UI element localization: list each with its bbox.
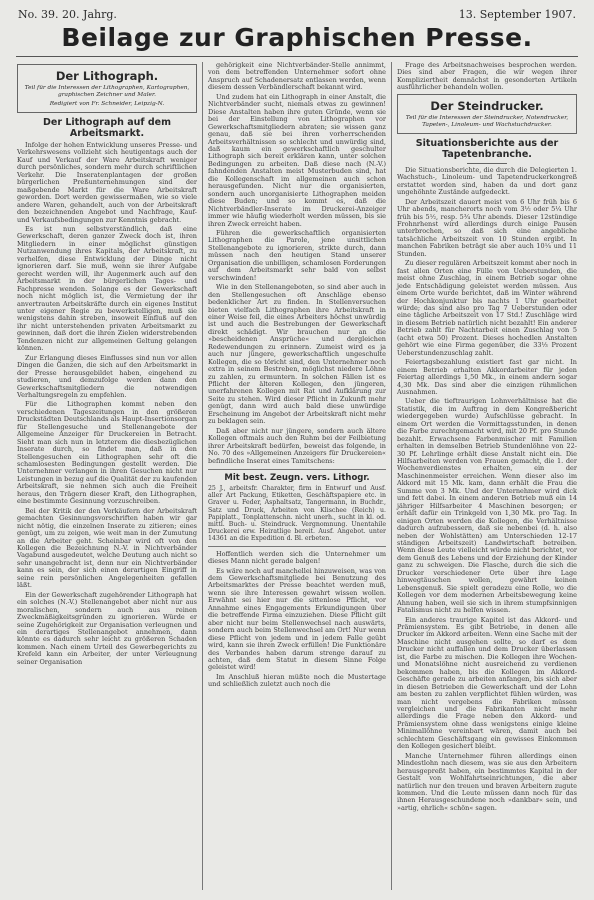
paragraph: gehörigkeit eine Nichtverbänder-Stelle annimmt, von dem betreffenden Unternehmer sofort ohne Anspruch auf Schadenersatz entlassen werden, wenn diesem dessen Verbändlerschaft bekannt wird. xyxy=(208,62,386,92)
ad-title: Mit best. Zeugn. vers. Lithogr. xyxy=(224,473,370,484)
newspaper-page xyxy=(12,8,582,892)
paragraph: Es wäre noch auf manchellei hinzuweisen, was von dem Gewerkschaftsmitgliede bei Benutzung des Arbeitsmarktes der Presse beachtet werden muß, wenn sie ihre Interessen gewahrt wissen wollen. Erwähnt sei hier nur die sittenlose Pflicht, vor Annahme eines Engagements Erkundigungen über die betreffende Firma einzuziehen. Diese Pflicht gilt aber nicht nur beim Stellenwechsel nach auswärts, sondern auch beim Stellenwechsel am Ort! Nur wenn diese Pflicht von jedem und in jedem Falle geübt wird, kann sie ihren Zweck erfüllen! Die Funktionäre des Verbandes haben darum strenge darauf zu achten, daß dem Statut in diesem Sinne Folge geleistet wird! xyxy=(208,566,386,672)
section-title: Der Steindrucker. xyxy=(430,98,544,113)
issue-line xyxy=(12,8,582,22)
header-rule xyxy=(16,56,578,57)
columns xyxy=(12,62,582,890)
paragraph: Für die Lithographen kommt neben den verschiedenen Tageszeitungen in den größeren Druckstädten Deutschlands als Haupt-Insertionsorgan für Stellengesuche und Stellenangebote der Allgemeine Anzeiger für Druckereien in Betracht. Sieht man sich nun in letzterem die diesbezüglichen Inserate durch, so findet man, daß in den Stellengesuchen ein Lithographen sehr oft die schamlosesten Bedingungen gestellt werden. Die Unternehmer verlangen in ihren Gesuchen nicht nur Leistungen in bezug auf die Qualität der zu kaufenden Arbeitskraft, sie nehmen sich auch die Freiheit heraus, den Trägern dieser Kraft, den Lithographen, eine bestimmte Gesinnung vorzuschreiben. xyxy=(17,400,197,506)
paragraph: Im Anschluß hieran müßte noch die Mustertage und schließlich zuletzt auch noch die xyxy=(208,672,386,689)
issue-date: 13. September 1907. xyxy=(458,8,576,21)
ad-text: 25 J., arbeitsfr. Charakter, firm in Entwurf und Ausf. aller Art Packung, Etiketten, Geschäftspapiere etc. in Graver u. Feder, Asphaltsatz, Tangermann, in Buchdr., Satz und Druck, Arbeiten von Klischee (Reich) u. Papiplatt., Tonplattenschn. nicht unerh., sucht in kl. od. mittl. Buch- u. Steindruck. Vergnomnung. Unentahile Druckerei erw. Heiratlige bereit. Ausf. Angebot. unter 14361 an die Expedition d. Bl. erbeten. xyxy=(208,485,386,543)
article-title: Der Lithograph auf dem Arbeitsmarkt. xyxy=(43,117,171,139)
paragraph: Wie in den Stellenangeboten, so sind aber auch in den Stellengesuchen oft Anschläge ebenso bedenklicher Art zu finden. In Stellenversuchen bieten vielfach Lithographen ihre Arbeitskraft in einer Weise feil, die eines Arbeiters höchst unwürdig ist und auch die Bestrebungen der Gewerkschaft direkt schädigt. Wir brauchen nur an die »bescheidenen Ansprüche« und dergleichen Redewendungen zu erinnern. Zumeist wird es ja auch nur jüngere, gewerkschaftlich ungeschulte Kollegen, die so töricht sind, den Unternehmer noch extra in seinem Bestreben, möglichst niedere Löhne zu zahlen, zu ermuntern. In solchen Fällen ist es Pflicht der älteren Kollegen, den jüngeren, unerfahrenen Kollegen mit Rat und Aufklärung zur Seite zu stehen. Wird dieser Pflicht in Zukunft mehr genügt, dann wird auch bald diese unwürdige Erscheinung im Angebot der Arbeitskraft nicht mehr zu beklagen sein. xyxy=(208,283,386,426)
article-title: Situationsberichte aus der Tapetenbranche. xyxy=(415,137,559,160)
paragraph: Manche Unternehmer führen allerdings einen Mindestlohn nach diesem, was sie aus den Arbeitern herausgepreßt haben, ein bestimmtes Kapital in der Gestalt von Wohlfahrtseinrichtungen, die aber natürlich nur den treuen und braven Arbeitern zugute kommen. Und die Leute müssen dann noch für das ihnen Herausgeschundene noch »dankbar« sein, und »artig, ehrlich« schön« sagen. xyxy=(397,751,577,812)
paragraph: Zu dieser regulären Arbeitszeit kommt aber noch in fast allen Orten eine Fülle von Ueberstunden, die meist ohne Zuschlag, in einem Betrieb sogar ohne jede Entschädigung geleistet werden müssen. Aus einem Orte wurde berichtet, daß im Winter während der Hochkonjunktur bis nachts 1 Uhr gearbeitet würde; das sind also pro Tag 7 Ueberstunden oder eine tägliche Arbeitszeit von 17 Std.! Zuschläge wird in diesem Betrieb natürlich nicht bezahlt! Ein anderer Betrieb zahlt für Nachtarbeit einen Zuschlag von 5 (acht etwa 50) Prozent. Dieses hochedlen Anstalten gehört wie eine Firma gegenüber, die 33⅓ Prozent Ueberstundenzuschlag zahlt. xyxy=(397,259,577,357)
paragraph: Frage des Arbeitsnachweises besprochen werden. Dies sind aber Fragen, die wir wegen ihrer Kompliziertheit demnächst in gesonderten Artikeln ausführlicher behandeln wollen. xyxy=(397,62,577,92)
paragraph: Es ist nun selbstverständlich, daß eine Gewerkschaft, deren ganzer Zweck doch ist, ihren Mitgliedern in einer möglichst günstigen Nutzanwendung ihres Kapitals, der Arbeitskraft, zu verhelfen, diese Entwicklung der Dinge nicht ignorieren darf. Sie muß, wenn sie ihrer Aufgabe gerecht werden will, ihr Augenmerk auch auf den Arbeitsmarkt in der bürgerlichen Tages- und Fachpresse wenden. Solange es der Gewerkschaft noch nicht möglich ist, die Vermietung der ihr anvertrauten Arbeitskräfte durch ein eigenes Institut unter eigener Regie zu bewerkstelligen, muß sie wenigstens dahin streben, insoweit Einfluß auf den ihr nicht unterstehenden privaten Arbeitsmarkt zu gewinnen, daß dort die ihren Zielen widerstrebenden Tendenzen nicht zur allgemeinen Geltung gelangen können. xyxy=(17,224,197,353)
paragraph: Die Situationsberichte, die durch die Delegierten 1. Wachstuch-, Linoleum- und Tapetendruckerkongreß erstattet worden sind, haben da und dort ganz ungehöhnte Zustände aufgedeckt. xyxy=(397,165,577,197)
article-body xyxy=(17,142,197,666)
section-box-steindrucker xyxy=(397,94,577,134)
section-box-lithograph xyxy=(17,64,197,113)
section-subtitle: Teil für die Interessen der Steindrucker, Notendrucker, Tapeten-, Linoleum- und Wachstuchdrucker. xyxy=(405,114,569,128)
paragraph: Hoffentlich werden sich die Unternehmer um dieses Mann nicht gerade balgen! xyxy=(208,549,386,566)
paragraph: Führen die gewerkschaftlich organisierten Lithographen die Parole, jene unsittlichen Stellenangebote zu ignorieren, strikte durch, dann müssen nach den heutigen Stand unserer Organisation die unbilligen, schamlosen Forderungen auf dem Arbeitsmarkt sehr bald von selbst verschwinden! xyxy=(208,228,386,282)
article-body xyxy=(397,167,577,813)
paragraph: Ueber die tieftraurigen Lohnverhältnisse hat die Statistik, die im Auftrag in dem Kongreßbericht wiedergegeben wurde) Aufschlüsse gebracht. In einem Ort werden die Vormittagsstunden, in denen die Farbe zurechtgemacht wird, mit 20 Pf. pro Stunde bezahlt. Erwachsene Farbenmischer mit Familien erhalten in demselben Betrieb Stundenlöhne von 22- 30 Pf. Lehrlinge erhält diese Anstalt nicht ein. Die Hilfsarbeiten werden von Frauen gemacht, die 1. der Wochenverdienstes erhalten, ein der Maschinenmeister erreichen. Wenn dieser also im Akkord mit 15 Mk. kam, dann erhält die Frau die Summe von 3 Mk. Und der Unternehmer wird dick und fett dabei. In einem anderen Betrieb muß ein 14 jähriger Hilfsarbeiter 4 Maschinen besorgen; er erhält dafür ein Trinkgeld von 1,30 Mk. pro Tag. In einigen Orten werden die Kollegen, die Verhältnisse dadurch aufzubessern, daß sie nebenbei (d. h. also neben der Wohlstätten) am Unterschieden 12-17 ständigen Arbeitszeit) Landwirtschaft betreiben. Wenn diese Leute vielleicht würde nicht berichtet, vor dem Genuß des Lebens und der Erziehung der Kinder ganz zu schweigen. Die Flasche, durch die sich die Drucker verschiedener Orte über ihre Lage hinwegtäuschen wollen, gewährt keinen Lebensgenuß. Sie spielt geradezu eine Rolle, wo die Kollegen vor dem modernen Arbeitsbewegung keine Ahnung haben, weil sie sich in ihrem stumpfsinnigen Fatalismus nicht zu helfen wissen. xyxy=(397,397,577,615)
column-1 xyxy=(12,62,202,890)
issue-number: No. 39. 20. Jahrg. xyxy=(18,8,117,21)
masthead-title: Beilage zur Graphischen Presse. xyxy=(61,23,533,52)
paragraph: Der Arbeitszeit dauert meist von 6 Uhr früh bis 6 Uhr abends, mancherorts noch vom 3½ oder 5¼ Uhr früh bis 5½, resp. 5¾ Uhr abends. Dieser 12stündige Frohnrhenst wird allerdings durch einige Pausen unterbrochen, so daß sich eine angebliche tatsächliche Arbeitszeit von 10 Stunden ergibt. In manchen Fabriken beträgt sie aber auch 10¼ und 11 Stunden. xyxy=(397,197,577,258)
paragraph: Daß aber nicht nur jüngere, sondern auch ältere Kollegen oftmals auch den Ruhm bei der Feilbietung ihrer Arbeitskraft bedürfen, beweist das folgende, in No. 70 des »Allgemeinen Anzeigers für Druckereien« befindliche Inserat eines Tamitschens: xyxy=(208,426,386,465)
title-rule xyxy=(467,163,507,164)
quoted-advertisement xyxy=(208,469,386,547)
column-3 xyxy=(392,62,582,890)
paragraph: Feiertagsbezahlung existiert fast gar nicht. In einem Betrieb erhalten Akkordarbeiter für jeden Feiertag allerdings 1,50 Mk., in einem andern sogar 4,30 Mk. Das sind aber die einzigen rühmlichen Ausnahmen. xyxy=(397,358,577,396)
column-2 xyxy=(202,62,392,890)
paragraph: Infolge der hohen Entwicklung unseres Presse- und Verkehrswesens vollzieht sich heutigentags auch der Kauf und Verkauf der Ware Arbeitskraft weniger durch persönliches, sondern mehr durch schriftlichen Verkehr. Die Inseratenplantagen der großen bürgerlichen Preßunternehmungen sind der maßgebende Markt für die Ware Arbeitskraft geworden. Dort werden gewissermaßen, wie so viele andere Waren, gehandelt, auch von der Arbeitskraft den bezeichnenden Angebot und Nachfrage, Kauf- und Verkaufsbedingungen zur Kenntnis gebracht. xyxy=(17,141,197,224)
paragraph: Ein der Gewerkschaft zugehörender Lithograph hat ein solches (N.-V.) Stellenangebot aber nicht nur aus moralischen, sondern auch aus reinen Zweckmäßigkeitsgründen zu ignorieren. Würde er seine Zugehörigkeit zur Organisation verleugnen und ein derartiges Stellenangebot annehmen, dann könnte es dadurch sehr leicht zu größeren Schaden kommen. Nach einem Urteil des Gewerbegerichts zu Krefeld kann ein Arbeiter, der unter Verleugnung seiner Organisation xyxy=(17,590,197,666)
section-title: Der Lithograph. xyxy=(55,69,159,83)
section-editor: Redigiert von Fr. Schneider, Leipzig-N. xyxy=(49,101,165,107)
paragraph: Bei der Kritik der den Verkäufern der Arbeitskraft gemachten Gesinnungsvorschriften haben wir gar nicht nötig, die einzelnen Inserate zu zitieren; eines genügt, um zu zeigen, wie weit man in der Zumutung an die Arbeiter geht. Scheinbar wird oft von den Kollegen die Bezeichnung N.-V. in Nichtverbänder Vagabund ausgedeutet, welche Deutung auch nicht so sehr unangebracht ist, denn nur ein Nichtverbänder kann es sein, der sich einen derartigen Eingriff in seine rein persönlichen Angelegenheiten gefallen läßt. xyxy=(17,506,197,590)
paragraph: Zur Erlangung dieses Einflusses sind nun vor allen Dingen die Ganzen, die sich auf den Arbeitsmarkt in der Presse herausgebildet haben, eingehend zu studieren, und demzufolge werden dann den Gewerkschaftsmitgliedern die notwendigen Verhaltungsregeln zu empfehlen. xyxy=(17,353,197,399)
paragraph: Ein anderes traurige Kapitel ist das Akkord- und Prämiensystem. Es gibt Betriebe, in denen alle Drucker im Akkord arbeiten. Wenn eine Sache mit der Maschine nicht ausgehen sollte, so darf es dem Drucker nicht auffallen und dem Drucker überlassen ist, die Farbe zu mischen. Die Kollegen ihre Wochen- und Monatslöhne nicht ausreichend zu verdienen bekommen haben, bis die Kollegen im Akkord-Geschäfte gerade zu arbeiten anfangen, bis sich aber in diesen Betrieben die Gewerkschaft und der Lohn am besten zu zahlen verpflichtet fühlen würden, was man nicht vergebens die Fabriken müssen vergleichen und die Fabrikanten nicht mehr allerdings die Frage neben den Akkord- und Prämiensystem ohne dass wenigstens einige kleine Minimallöhne vereinbart wären, damit auch bei schlechtem Geschäftsgang ein gewisses Einkommen den Kollegen gesichert bleibt. xyxy=(397,615,577,751)
section-subtitle: Teil für die Interessen der Lithographen, Kartographen, graphischen Zeichner und Maler. xyxy=(24,85,190,98)
paragraph: Und zudem hat ein Lithograph in einer Anstalt, die Nichtverbänder sucht, niemals etwas zu gewinnen! Diese Anstalten haben ihre guten Gründe, wenn sie bei der Einstellung von Lithographen vor Gewerkschaftsmitgliedern abraten; sie wissen ganz genau, daß sie bei ihren vorherrschenden Arbeitsverhältnissen so schlecht und unwürdig sind, daß kaum ein gewerkschaftlich geschulter Lithograph sich bereit erklären kann, unter solchen Bedingungen zu arbeiten. Daß diese nach (N.-V.) fahndenden Anstalten meist Musterbuden sind, hat die Kollegenschaft im allgemeinen auch schon herausgefunden. Nicht nur die organisierten, sondern auch unorganisierte Lithographen meiden diese Buden; und so kommt es, daß die Nichtverbändler-Inserate im Druckerei-Anzeiger immer wie häufig wiederholt werden müssen, bis sie ihren Zweck erreicht haben. xyxy=(208,92,386,228)
